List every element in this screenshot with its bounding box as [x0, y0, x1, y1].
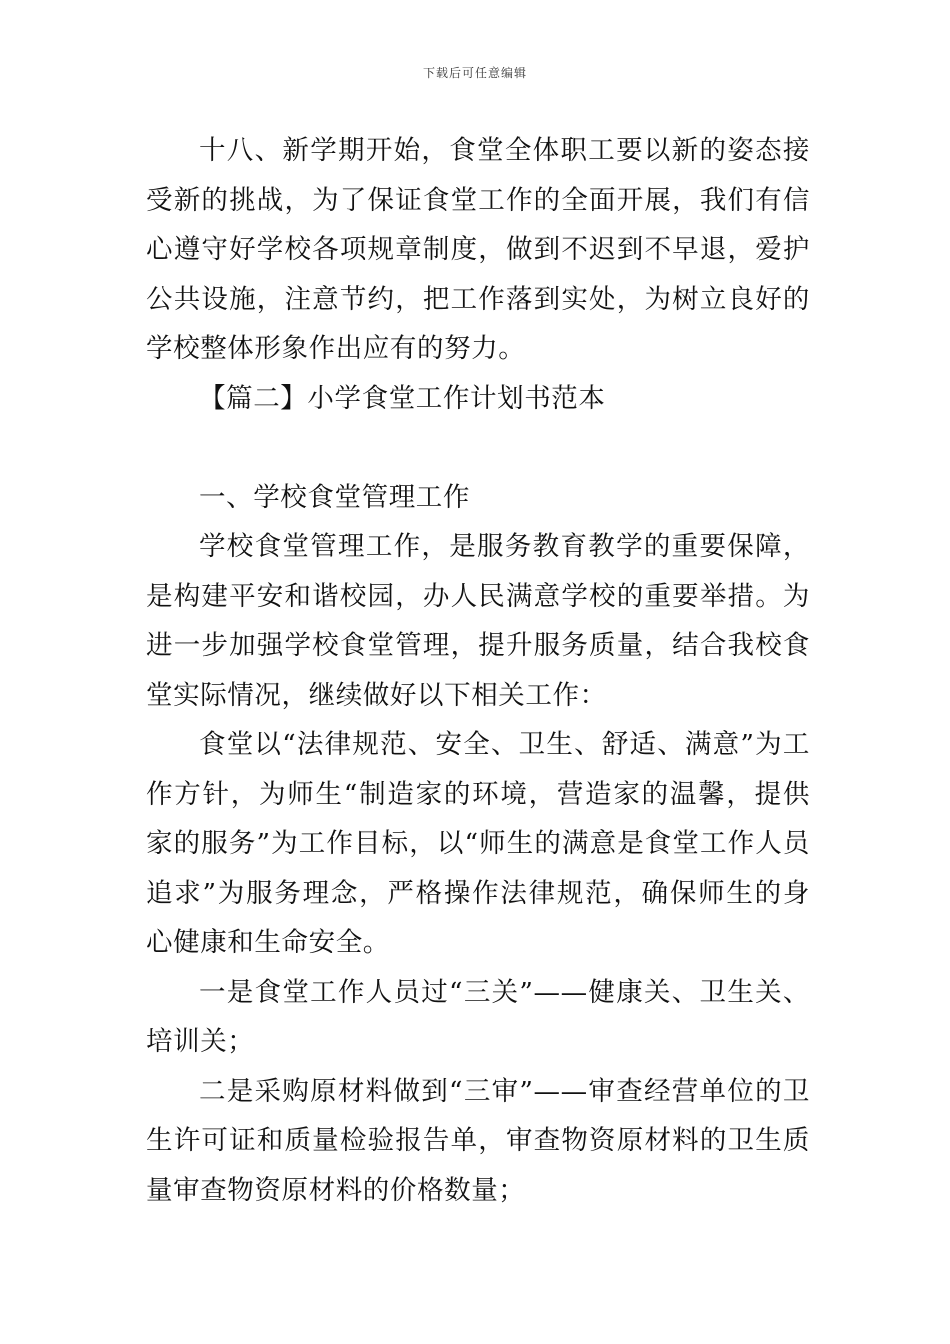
paragraph-intro: 学校食堂管理工作，是服务教育教学的重要保障，是构建平安和谐校园，办人民满意学校的重要举措。为进一步加强学校食堂管理，提升服务质量，结合我校食堂实际情况，继续做好以下相关工作：	[146, 531, 810, 711]
section-title-part-two: 【篇二】小学食堂工作计划书范本	[199, 382, 606, 414]
paragraph-item-18: 十八、新学期开始，食堂全体职工要以新的姿态接受新的挑战，为了保证食堂工作的全面开展，我们有信心遵守好学校各项规章制度，做到不迟到不早退，爱护公共设施，注意节约，把工作落到实处，为树立良好的学校整体形象作出应有的努力。	[146, 135, 810, 364]
document-body	[146, 126, 810, 1215]
blank-line	[146, 423, 810, 473]
paragraph-three-reviews: 二是采购原材料做到“三审”——审查经营单位的卫生许可证和质量检验报告单，审查物资原材料的卫生质量审查物资原材料的价格数量；	[146, 1075, 810, 1206]
section-heading-canteen-management: 一、学校食堂管理工作	[199, 481, 470, 513]
paragraph-three-checks: 一是食堂工作人员过“三关”——健康关、卫生关、培训关；	[146, 976, 810, 1057]
page-header: 下载后可任意编辑	[422, 66, 527, 80]
paragraph-work-policy: 食堂以“法律规范、安全、卫生、舒适、满意”为工作方针，为师生“制造家的环境，营造家的温馨，提供家的服务”为工作目标，以“师生的满意是食堂工作人员追求”为服务理念，严格操作法律规范，确保师生的身心健康和生命安全。	[146, 729, 810, 958]
